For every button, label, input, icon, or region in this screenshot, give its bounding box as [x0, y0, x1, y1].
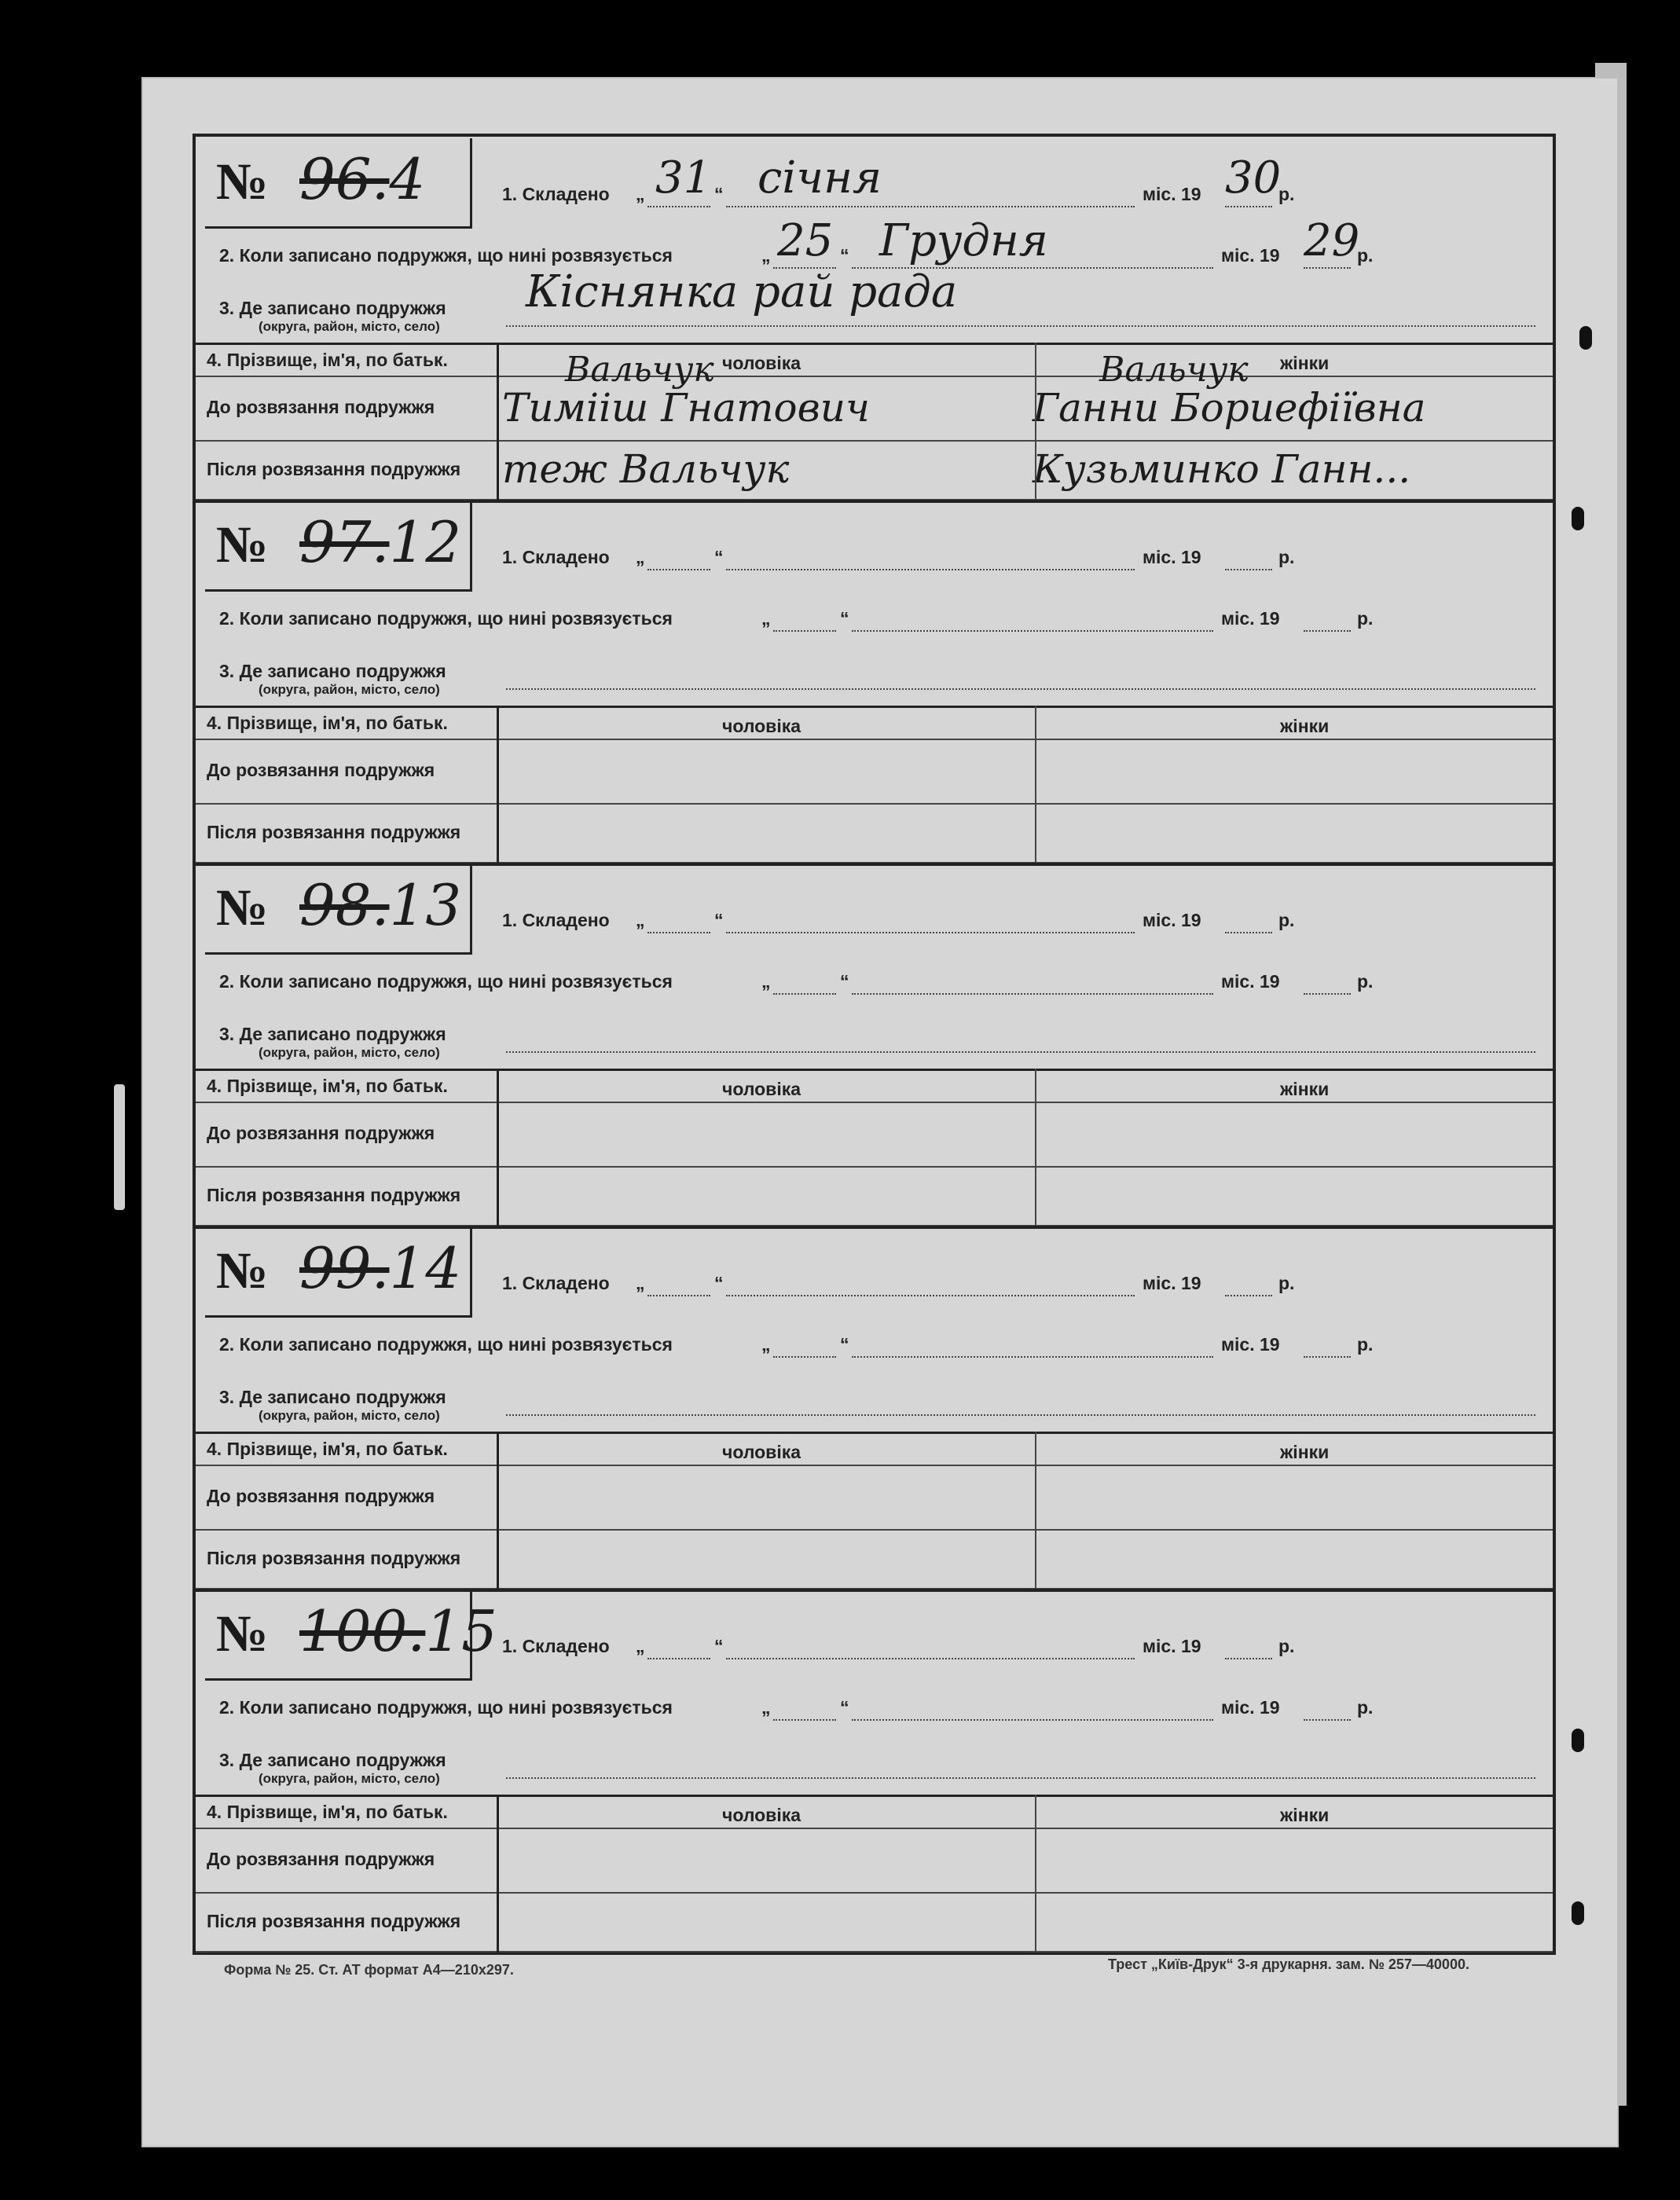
quote-open: „ [636, 1273, 645, 1293]
line2-r: р. [1357, 971, 1374, 992]
table-row-before [196, 1466, 1553, 1531]
record-number [299, 1598, 497, 1664]
quote-open: „ [761, 1334, 771, 1355]
line2-r: р. [1357, 1334, 1374, 1355]
record-separator [196, 500, 1553, 503]
row-after-label: Після розвязання подружжя [207, 1185, 461, 1205]
line3-label: 3. Де записано подружжя [219, 1024, 446, 1044]
table-header-row [196, 1069, 1553, 1103]
line1-r: р. [1278, 1636, 1295, 1656]
col-husband-label: чоловіка [722, 1442, 801, 1462]
husband-after: теж Вальчук [502, 446, 790, 492]
line1-r: р. [1278, 547, 1295, 567]
line3-label: 3. Де записано подружжя [219, 1387, 446, 1407]
record-number-struck: 100. [299, 1598, 426, 1664]
husband-before-line2: Тимііш Гнатович [502, 385, 871, 431]
record-number-struck: 96. [299, 146, 390, 212]
record-number [299, 146, 425, 212]
row-before-label: До розвязання подружжя [207, 1849, 435, 1869]
col-surname-label: 4. Прізвище, ім'я, по батьк. [207, 1076, 448, 1096]
table-header-row [196, 343, 1553, 377]
line1-month: міс. 19 [1143, 1636, 1201, 1656]
quote-open: „ [636, 910, 645, 930]
line2-month: міс. 19 [1221, 1697, 1280, 1718]
quote-close: “ [714, 1273, 724, 1293]
quote-close: “ [840, 1334, 849, 1355]
record-block [196, 1226, 1553, 1590]
col-surname-label: 4. Прізвище, ім'я, по батьк. [207, 1802, 448, 1822]
record-separator [196, 1589, 1553, 1592]
wife-before-line2: Ганни Бориефіївна [1033, 385, 1426, 431]
table-row-after [196, 1531, 1553, 1590]
quote-open: „ [636, 547, 645, 567]
line2-r: р. [1357, 245, 1374, 266]
line3-label: 3. Де записано подружжя [219, 1750, 446, 1770]
line1-r: р. [1278, 184, 1295, 204]
punch-hole [1572, 507, 1584, 530]
record-number-struck: 99. [299, 1235, 390, 1301]
line2-r: р. [1357, 608, 1374, 629]
table-row-before [196, 740, 1553, 805]
record-block [196, 1589, 1553, 1952]
line2-month: міс. 19 [1221, 971, 1280, 992]
line3-place: Кіснянка рай рада [526, 266, 958, 317]
record-number-value: 13 [389, 872, 462, 938]
record-separator [196, 863, 1553, 866]
line3-sub: (округа, район, місто, село) [259, 1408, 440, 1423]
table-row-before [196, 1829, 1553, 1894]
table-divider-2 [1035, 706, 1036, 864]
col-surname-label: 4. Прізвище, ім'я, по батьк. [207, 713, 448, 733]
number-sign: № [216, 516, 269, 574]
line2-label: 2. Коли записано подружжя, що нині розвязується [219, 245, 673, 266]
col-wife-label: жінки [1280, 1442, 1330, 1462]
col-husband-label: чоловіка [722, 716, 801, 736]
number-sign: № [216, 879, 269, 937]
table-header-row [196, 1432, 1553, 1466]
record-number-struck: 98. [299, 872, 390, 938]
col-husband-label: чоловіка [722, 1079, 801, 1099]
quote-close: “ [714, 910, 724, 930]
col-wife-label: жінки [1280, 1805, 1330, 1825]
wife-before-line1: Вальчук [1099, 350, 1249, 390]
number-sign: № [216, 1605, 269, 1663]
punch-hole [1572, 1901, 1584, 1925]
table-row-after [196, 1168, 1553, 1226]
line2-month-value: Грудня [879, 215, 1048, 266]
row-after-label: Після розвязання подружжя [207, 1548, 461, 1568]
table-divider-2 [1035, 343, 1036, 500]
record-block [196, 137, 1553, 500]
record-number [299, 1235, 461, 1301]
col-wife-label: жінки [1280, 1079, 1330, 1099]
table-divider-2 [1035, 1432, 1036, 1590]
line2-label: 2. Коли записано подружжя, що нині розвязується [219, 608, 673, 629]
table-row-before [196, 1103, 1553, 1168]
line1-month-value: січня [757, 152, 882, 204]
line2-label: 2. Коли записано подружжя, що нині розвязується [219, 1697, 673, 1718]
row-before-label: До розвязання подружжя [207, 397, 435, 417]
row-before-label: До розвязання подружжя [207, 760, 435, 780]
row-after-label: Після розвязання подружжя [207, 1911, 461, 1931]
col-wife-label: жінки [1280, 716, 1330, 736]
record-number-value: 15 [425, 1598, 497, 1664]
quote-open: „ [636, 1636, 645, 1656]
line3-sub: (округа, район, місто, село) [259, 682, 440, 697]
table-row-after [196, 442, 1553, 500]
line3-label: 3. Де записано подружжя [219, 661, 446, 681]
col-husband-label: чоловіка [722, 1805, 801, 1825]
record-number-struck: 97. [299, 509, 390, 575]
line1-label: 1. Складено [502, 910, 610, 930]
record-block [196, 863, 1553, 1226]
line1-label: 1. Складено [502, 547, 610, 567]
line1-r: р. [1278, 1273, 1295, 1293]
table-divider-2 [1035, 1795, 1036, 1952]
record-number-value: 14 [389, 1235, 462, 1301]
line2-month: міс. 19 [1221, 1334, 1280, 1355]
record-number-value: 12 [389, 509, 462, 575]
quote-close: “ [840, 608, 849, 629]
line3-sub: (округа, район, місто, село) [259, 319, 440, 334]
line1-label: 1. Складено [502, 1636, 610, 1656]
line1-month: міс. 19 [1143, 184, 1201, 204]
table-header-row [196, 706, 1553, 740]
quote-close: “ [714, 547, 724, 567]
table-divider-1 [497, 1795, 499, 1952]
line1-label: 1. Складено [502, 184, 610, 204]
quote-open: „ [761, 608, 771, 629]
line1-month: міс. 19 [1143, 1273, 1201, 1293]
col-surname-label: 4. Прізвище, ім'я, по батьк. [207, 1439, 448, 1459]
line2-month: міс. 19 [1221, 245, 1280, 266]
number-sign: № [216, 153, 269, 211]
table-row-after [196, 805, 1553, 864]
line2-label: 2. Коли записано подружжя, що нині розвязується [219, 1334, 673, 1355]
punch-hole [1579, 326, 1592, 350]
quote-close: “ [714, 184, 724, 204]
line1-year: 30 [1225, 152, 1282, 204]
record-number-box [205, 138, 472, 229]
quote-open: „ [636, 184, 645, 204]
col-husband-label: чоловіка [722, 353, 801, 373]
record-number-box [205, 864, 472, 955]
record-number-box [205, 501, 472, 592]
quote-close: “ [714, 1636, 724, 1656]
quote-open: „ [761, 1697, 771, 1718]
line3-label: 3. Де записано подружжя [219, 298, 446, 318]
wife-after: Кузьминко Ганн... [1033, 446, 1411, 492]
quote-close: “ [840, 245, 849, 266]
line2-r: р. [1357, 1697, 1374, 1718]
line2-label: 2. Коли записано подружжя, що нині розвязується [219, 971, 673, 992]
quote-close: “ [840, 1697, 849, 1718]
table-divider-1 [497, 1432, 499, 1590]
row-before-label: До розвязання подружжя [207, 1123, 435, 1143]
footer-right: Трест „Київ-Друк“ 3-я друкарня. зам. № 257—40000. [1108, 1956, 1469, 1972]
row-after-label: Після розвязання подружжя [207, 822, 461, 842]
line1-label: 1. Складено [502, 1273, 610, 1293]
number-sign: № [216, 1242, 269, 1300]
footer-left: Форма № 25. Ст. АТ формат А4—210х297. [224, 1962, 514, 1978]
row-after-label: Після розвязання подружжя [207, 459, 461, 479]
table-divider-1 [497, 706, 499, 864]
line2-month: міс. 19 [1221, 608, 1280, 629]
line2-day: 25 [777, 215, 834, 266]
punch-hole [1572, 1729, 1584, 1752]
record-separator [196, 1226, 1553, 1229]
line2-year: 29 [1304, 215, 1360, 266]
row-before-label: До розвязання подружжя [207, 1486, 435, 1506]
record-number-box [205, 1590, 497, 1681]
husband-before-line1: Вальчук [565, 350, 714, 390]
record-number-box [205, 1227, 472, 1318]
record-number [299, 872, 461, 938]
record-number-value: 4 [389, 146, 426, 212]
table-divider-1 [497, 343, 499, 500]
page-tab-mark [114, 1084, 125, 1210]
line1-month: міс. 19 [1143, 910, 1201, 930]
col-wife-label: жінки [1280, 353, 1330, 373]
record-number [299, 509, 461, 575]
line3-sub: (округа, район, місто, село) [259, 1771, 440, 1786]
form-frame [193, 134, 1556, 1955]
quote-close: “ [840, 971, 849, 992]
table-divider-2 [1035, 1069, 1036, 1226]
col-surname-label: 4. Прізвище, ім'я, по батьк. [207, 350, 448, 370]
table-header-row [196, 1795, 1553, 1829]
line1-month: міс. 19 [1143, 547, 1201, 567]
line1-day: 31 [655, 152, 712, 204]
table-divider-1 [497, 1069, 499, 1226]
quote-open: „ [761, 245, 771, 266]
line1-r: р. [1278, 910, 1295, 930]
quote-open: „ [761, 971, 771, 992]
table-row-after [196, 1894, 1553, 1952]
line3-sub: (округа, район, місто, село) [259, 1045, 440, 1060]
record-block [196, 500, 1553, 864]
